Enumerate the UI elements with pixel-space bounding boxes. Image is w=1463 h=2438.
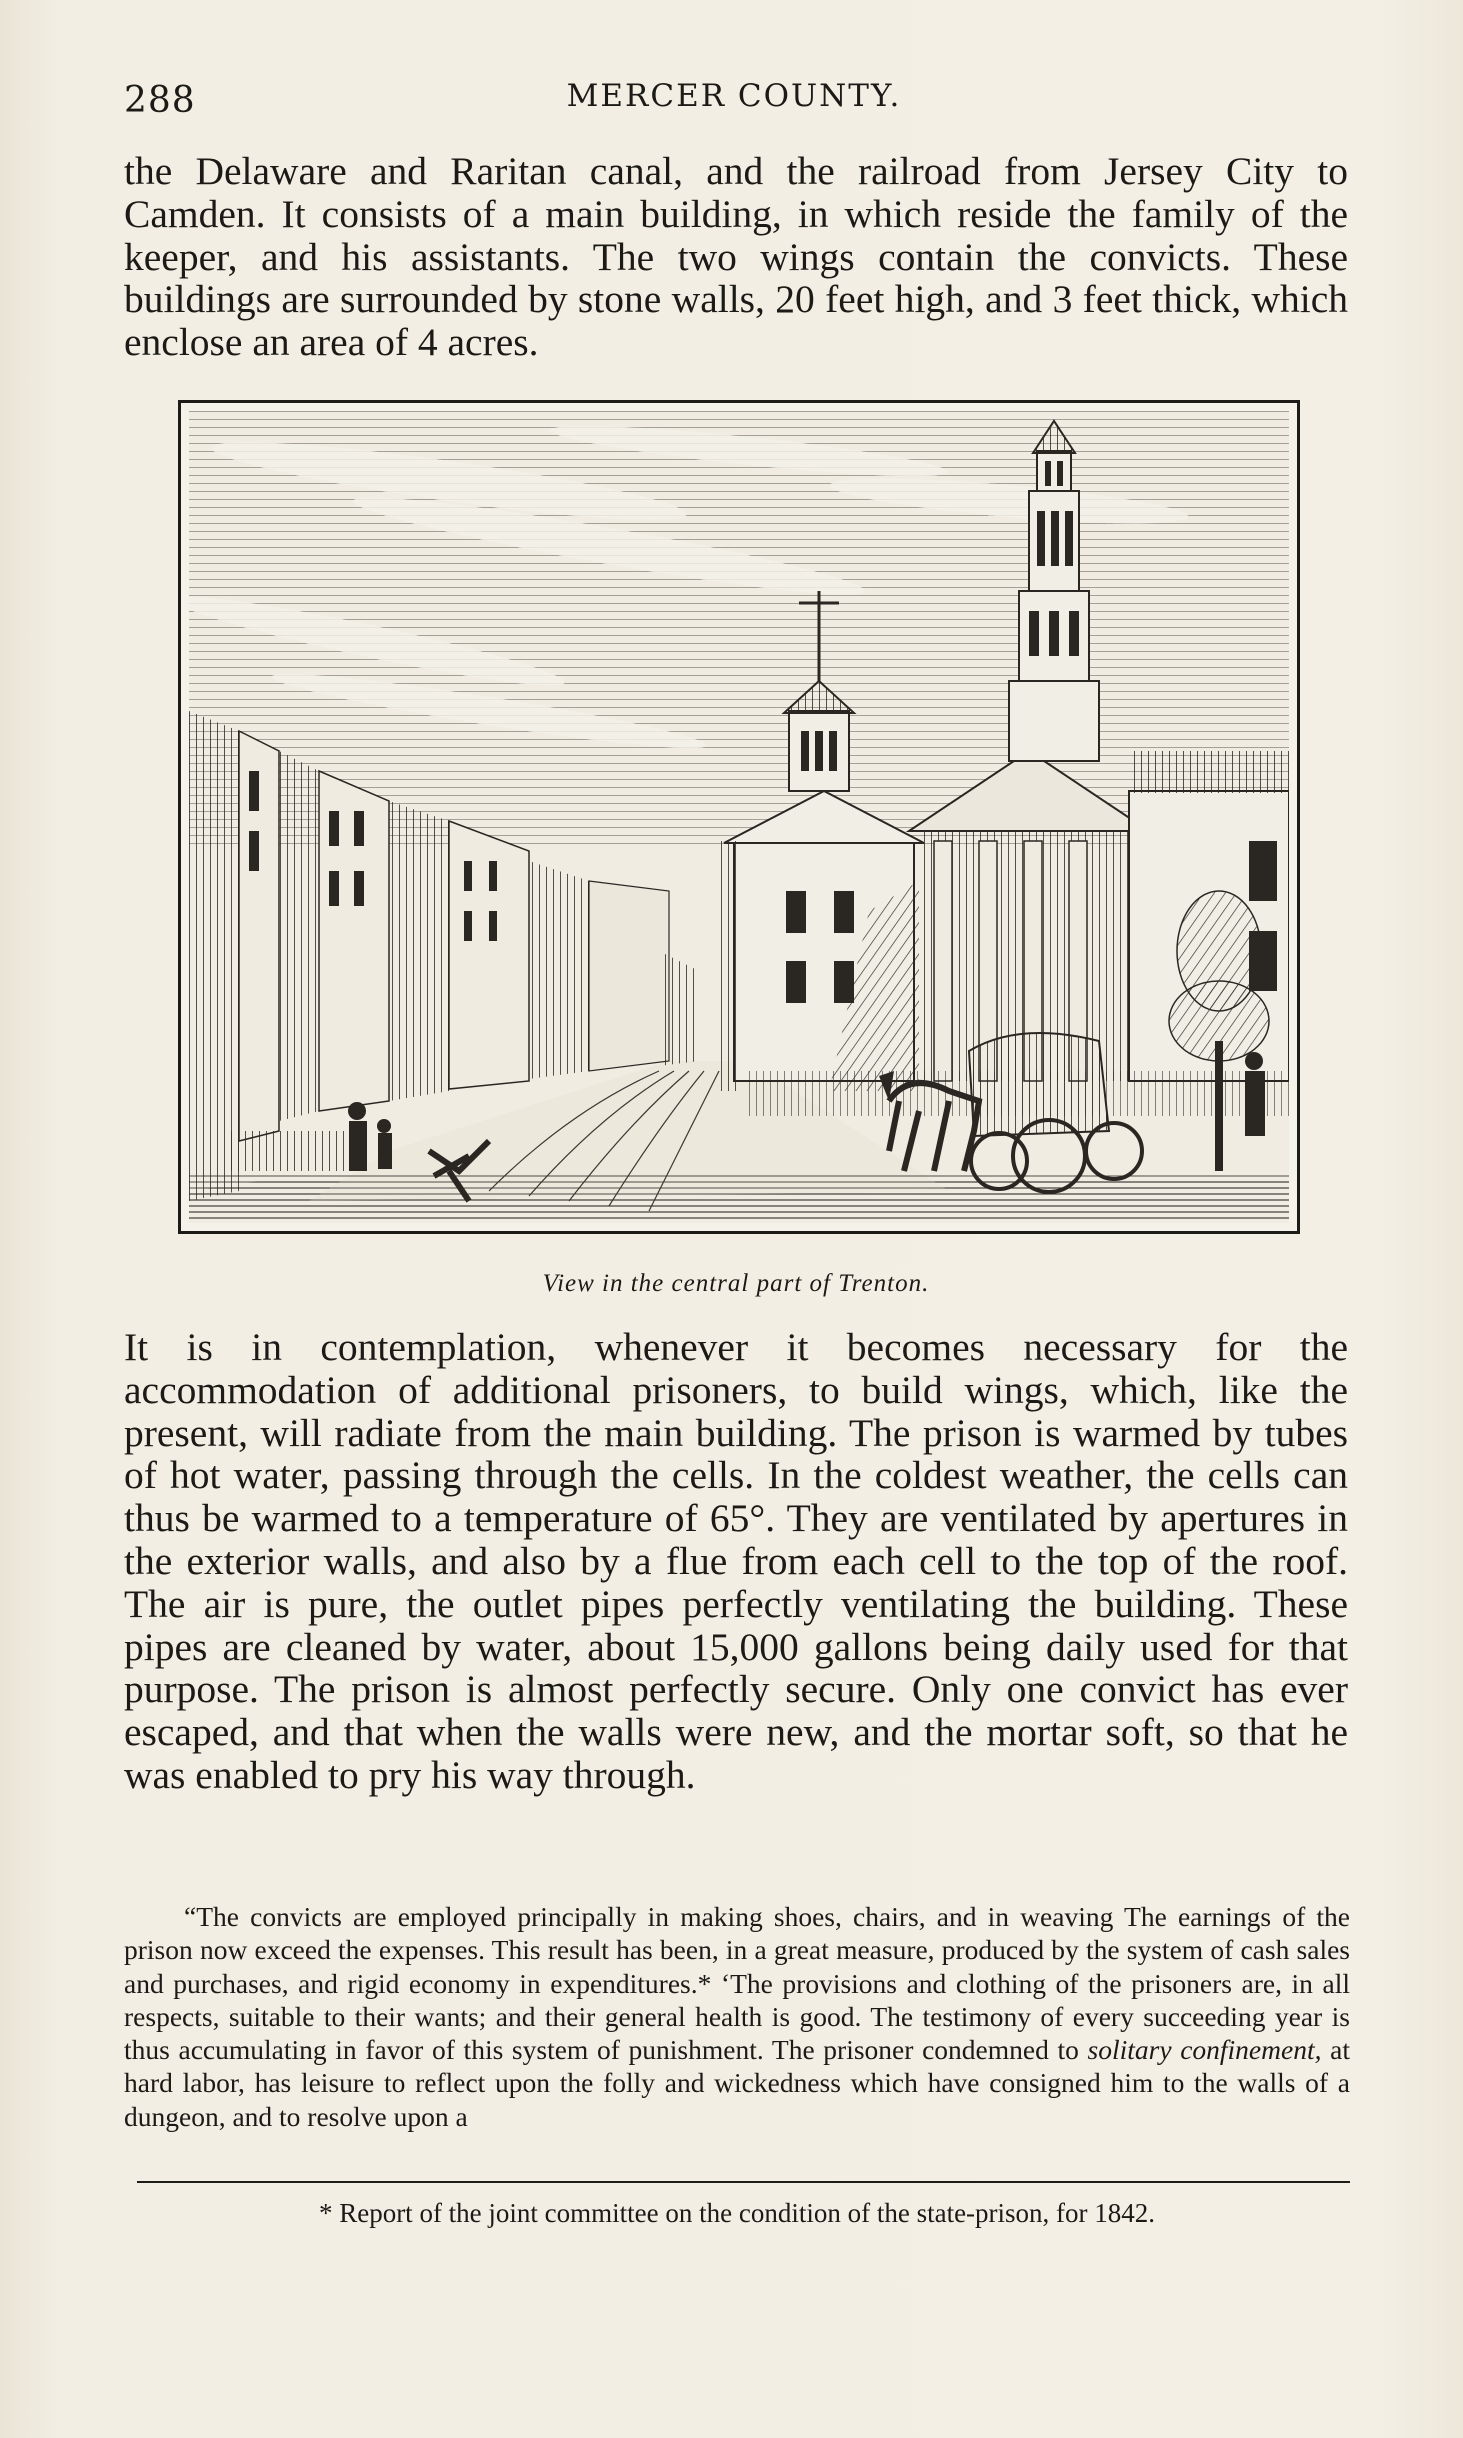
quoted-report: [124, 1900, 1350, 2133]
footnote: * Report of the joint committee on the condition of the state-prison, for 1842.: [318, 2198, 1156, 2228]
trenton-street-engraving: [189, 411, 1289, 1223]
quote-text-part-2: at hard labor, has leisure to reflect upon the folly and wickedness which have consigned him to the walls of a dungeon, and to resolve upon a: [124, 2034, 1350, 2132]
page-number: 288: [124, 80, 196, 121]
page-header: [124, 72, 1344, 122]
running-head: MERCER COUNTY.: [566, 78, 902, 114]
paragraph-top: the Delaware and Raritan canal, and the railroad from Jersey City to Camden. It consists of a main building, in which reside the family of the keeper, and his assistants. The two wings contain the convicts. These buildings are surrounded by stone walls, 20 feet high, and 3 feet thick, which enclose an area of 4 acres.: [124, 149, 1348, 365]
paragraph-main: It is in contemplation, whenever it becomes necessary for the accommodation of additional prisoners, to build wings, which, like the present, will radiate from the main building. The prison is warmed by tubes of hot water, passing through the cells. In the coldest weather, the cells can thus be warmed to a temperature of 65°. They are ventilated by apertures in the exterior walls, and also by a flue from each cell to the top of the roof. The air is pure, the outlet pipes perfectly ventilating the building. These pipes are cleaned by water, about 15,000 gallons being daily used for that purpose. The prison is almost perfectly secure. Only one convict has ever escaped, and that when the walls were new, and the mortar soft, so that he was enabled to pry his way through.: [124, 1325, 1348, 1797]
engraving-figure: [178, 400, 1300, 1234]
figure-caption: View in the central part of Trenton.: [542, 1270, 930, 1297]
quote-text-part-1: “The convicts are employed principally in making shoes, chairs, and in weaving The earnings of the prison now exceed the expenses. This result has been, in a great measure, produced by the system of cash sales and purchases, and rigid economy in expenditures.* ‘The provisions and clothing of the prisoners are, in all respects, suitable to their wants; and their general health is good. The testimony of every succeeding year is thus accumulating in favor of this system of punishment. The prisoner condemned to: [124, 1901, 1350, 2066]
footnote-rule: [137, 2181, 1350, 2183]
quote-emphasis: solitary confinement,: [1087, 2034, 1322, 2066]
